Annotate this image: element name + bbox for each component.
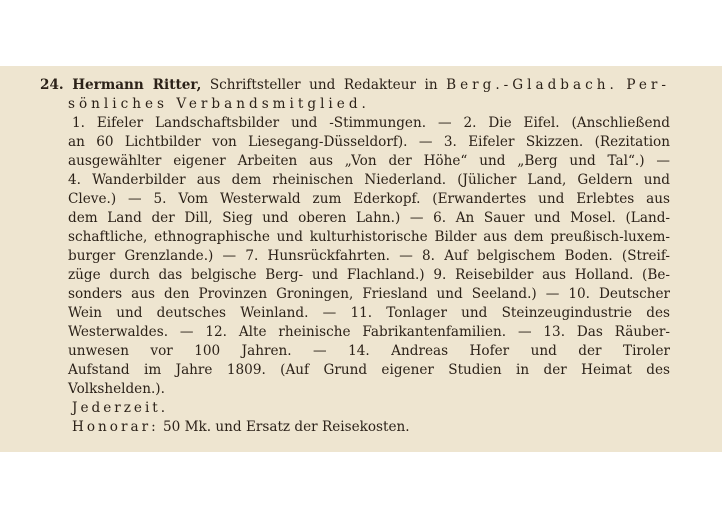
entry-occupation: Schriftsteller und Redakteur in	[209, 77, 438, 93]
body-line: burger Grenzlande.) — 7. Hunsrückfahrten. — 8. Auf belgischem Boden. (Streif-	[68, 248, 670, 264]
body-line: 1. Eifeler Landschaftsbilder und -Stimmungen. — 2. Die Eifel. (Anschließend	[72, 115, 670, 131]
body-line: unwesen vor 100 Jahren. — 14. Andreas Hofer und der Tiroler	[68, 343, 670, 359]
body-line: Wein und deutsches Weinland. — 11. Tonlager und Steinzeugindustrie des	[68, 305, 670, 321]
body-line: 4. Wanderbilder aus dem rheinischen Niederland. (Jülicher Land, Geldern und	[68, 172, 670, 188]
entry-name: Hermann Ritter,	[72, 77, 202, 93]
honorar-value: 50 Mk. und Ersatz der Reisekosten.	[163, 419, 410, 435]
body-line: an 60 Lichtbilder von Liesegang-Düsseldorf). — 3. Eifeler Skizzen. (Rezitation	[68, 134, 670, 150]
directory-entry	[40, 76, 670, 437]
body-line: Aufstand im Jahre 1809. (Auf Grund eigener Studien in der Heimat des	[68, 362, 670, 378]
body-line: Cleve.) — 5. Vom Westerwald zum Ederkopf. (Erwandertes und Erlebtes aus	[68, 191, 670, 207]
entry-heading-line-1	[40, 76, 670, 95]
entry-place: Berg.-Gladbach.	[446, 77, 618, 93]
availability-line	[40, 399, 670, 418]
entry-number: 24.	[40, 77, 64, 93]
entry-status: sönliches Verbandsmitglied.	[68, 96, 370, 112]
body-line: ausgewählter eigener Arbeiten aus „Von der Höhe“ und „Berg und Tal“.) —	[68, 153, 670, 169]
entry-status-start: Per-	[626, 77, 670, 93]
honorar-line	[40, 418, 670, 437]
body-line: schaftliche, ethnographische und kulturhistorische Bilder aus dem preußisch-luxem-	[68, 229, 670, 245]
body-line: sonders aus den Provinzen Groningen, Friesland und Seeland.) — 10. Deutscher	[68, 286, 670, 302]
honorar-label: Honorar:	[72, 419, 159, 435]
body-line: Westerwaldes. — 12. Alte rheinische Fabrikantenfamilien. — 13. Das Räuber-	[68, 324, 670, 340]
body-line: züge durch das belgische Berg- und Flachland.) 9. Reisebilder aus Holland. (Be-	[68, 267, 670, 283]
body-line: dem Land der Dill, Sieg und oberen Lahn.) — 6. An Sauer und Mosel. (Land-	[68, 210, 670, 226]
scanned-page	[0, 66, 722, 452]
entry-heading-line-2	[40, 95, 670, 114]
body-line: Volkshelden.).	[68, 381, 165, 397]
availability-label: Jederzeit.	[72, 400, 169, 416]
